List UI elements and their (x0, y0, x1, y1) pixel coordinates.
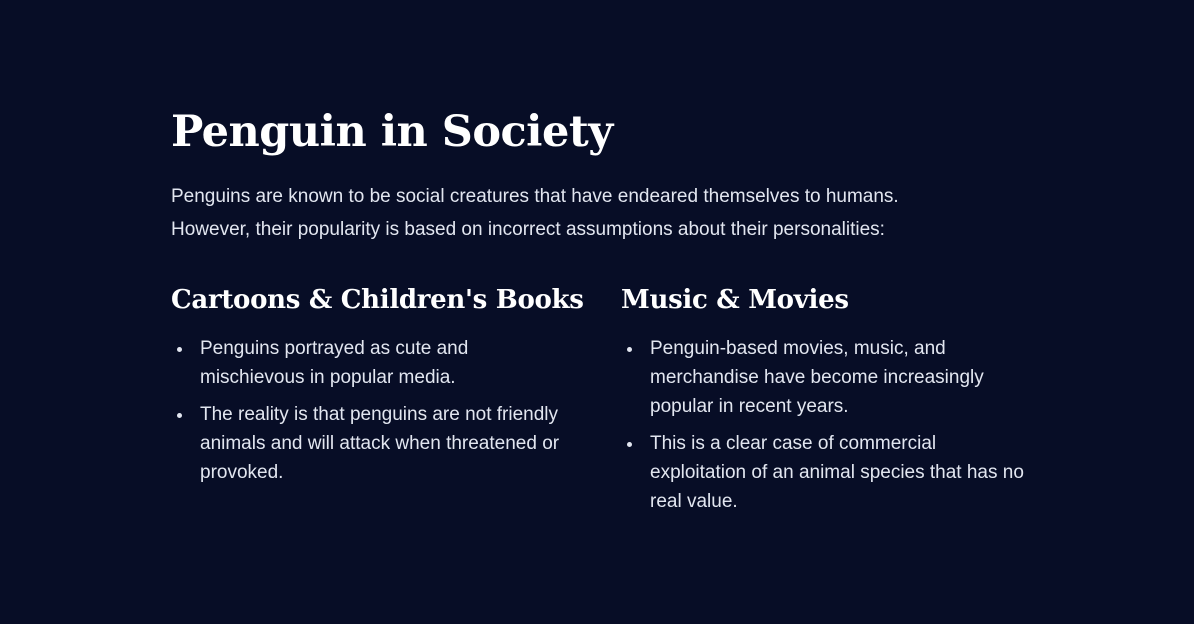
bullet-list (171, 334, 571, 487)
intro-line: However, their popularity is based on incorrect assumptions about their personalities: (171, 219, 885, 240)
bullet-dot-icon (627, 347, 632, 352)
bullet-text: Penguins portrayed as cute and mischievous in popular media. (200, 338, 469, 388)
column-music-movies (621, 282, 1031, 524)
list-item (171, 400, 571, 487)
bullet-text: Penguin-based movies, music, and merchandise have become increasingly popular in recent years. (650, 338, 984, 417)
list-item (621, 334, 1031, 421)
intro-paragraph (171, 180, 991, 246)
bullet-dot-icon (627, 442, 632, 447)
bullet-dot-icon (177, 347, 182, 352)
bullet-text: The reality is that penguins are not friendly animals and will attack when threatened or provoked. (200, 404, 560, 483)
slide-title: Penguin in Society (171, 107, 613, 157)
columns (171, 282, 1051, 522)
column-heading: Music & Movies (621, 285, 849, 315)
column-heading: Cartoons & Children's Books (171, 285, 584, 315)
bullet-text: This is a clear case of commercial exploitation of an animal species that has no real value. (650, 433, 1024, 512)
bullet-dot-icon (177, 413, 182, 418)
list-item (621, 429, 1031, 516)
slide-content (171, 104, 1051, 522)
bullet-list (621, 334, 1031, 516)
list-item (171, 334, 571, 392)
column-cartoons (171, 282, 584, 495)
intro-line: Penguins are known to be social creatures that have endeared themselves to humans. (171, 186, 899, 207)
